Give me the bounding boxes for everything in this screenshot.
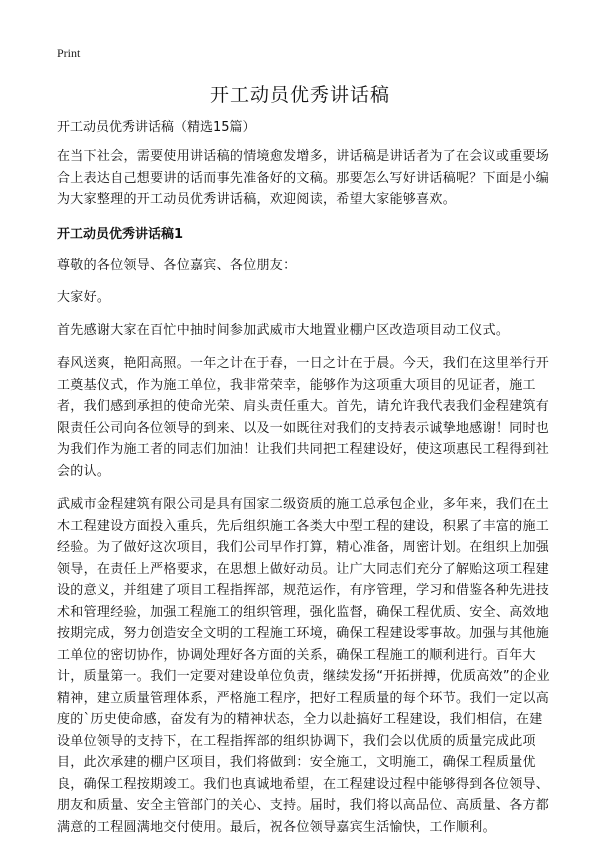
intro-paragraph: 在当下社会，需要使用讲话稿的情境愈发增多，讲话稿是讲话者为了在会议或重要场合上表达自己想要讲的话而事先准备好的文稿。那要怎么写好讲话稿呢？下面是小编为大家整理的开工动员优秀讲话稿，欢迎阅读，希望大家能够喜欢。 — [57, 149, 550, 207]
section-heading: 开工动员优秀讲话稿1 — [57, 226, 184, 242]
print-label[interactable]: Print — [57, 46, 81, 60]
document-subtitle: 开工动员优秀讲话稿（精选15篇） — [57, 120, 256, 135]
thanks-paragraph: 首先感谢大家在百忙中抽时间参加武威市大地置业棚户区改造项目动工仪式。 — [57, 322, 510, 338]
document-title: 开工动员优秀讲话稿 — [209, 84, 390, 106]
greeting-paragraph: 大家好。 — [57, 290, 111, 305]
opening-paragraph: 春风送爽，艳阳高照。一年之计在于春，一日之计在于晨。今天，我们在这里举行开工奠基仪式，作为施工单位，我非常荣幸，能够作为这项重大项目的见证者，施工者，我们感到承担的使命光荣、肩头责任重大。首先，请允许我代表我们金程建筑有限责任公司向各位领导的到来、以及一如既往对我们的支持表示诚挚地感谢！同时也为我们作为施工者的同志们加油！让我们共同把工程建设好，使这项惠民工程得到社会的认。 — [57, 356, 550, 479]
document-body — [57, 118, 551, 850]
salutation-paragraph: 尊敬的各位领导、各位嘉宾、各位朋友： — [57, 257, 297, 273]
company-paragraph: 武威市金程建筑有限公司是具有国家二级资质的施工总承包企业，多年来，我们在土木工程建设方面投入重兵，先后组织施工各类大中型工程的建设，积累了丰富的施工经验。为了做好这次项目，我们公司早作打算，精心准备，周密计划。在组织上加强领导，在责任上严格要求，在思想上做好动员。让广大同志们充分了解贻这项工程建设的意义，并组建了项目工程指挥部，规范运作，有序管理，学习和借鉴各种先进技术和管理经验，加强工程施工的组织管理，强化监督，确保工程优质、安全、高效地按期完成，努力创造安全文明的工程施工环境，确保工程建设零事故。加强与其他施工单位的密切协作，协调处理好各方面的关系，确保工程施工的顺利进行。百年大计，质量第一。我们一定要对建设单位负责，继续发扬“开拓拼搏，优质高效”的企业精神，建立质量管理体系，严格施工程序，把好工程质量的每个环节。我们一定以高度的`历史使命感，奋发有为的精神状态，全力以赴搞好工程建设，我们相信，在建设单位领导的支持下，在工程指挥部的组织协调下，我们会以优质的质量完成此项目，此次承建的棚户区项目，我们将做到：安全施工，文明施工，确保工程质量优良，确保工程按期竣工。我们也真诚地希望，在工程建设过程中能够得到各位领导、朋友和质量、安全主管部门的关心、支持。届时，我们将以高品位、高质量、各方都满意的工程圆满地交付使用。最后，祝各位领导嘉宾生活愉快，工作顺利。 — [57, 497, 550, 835]
